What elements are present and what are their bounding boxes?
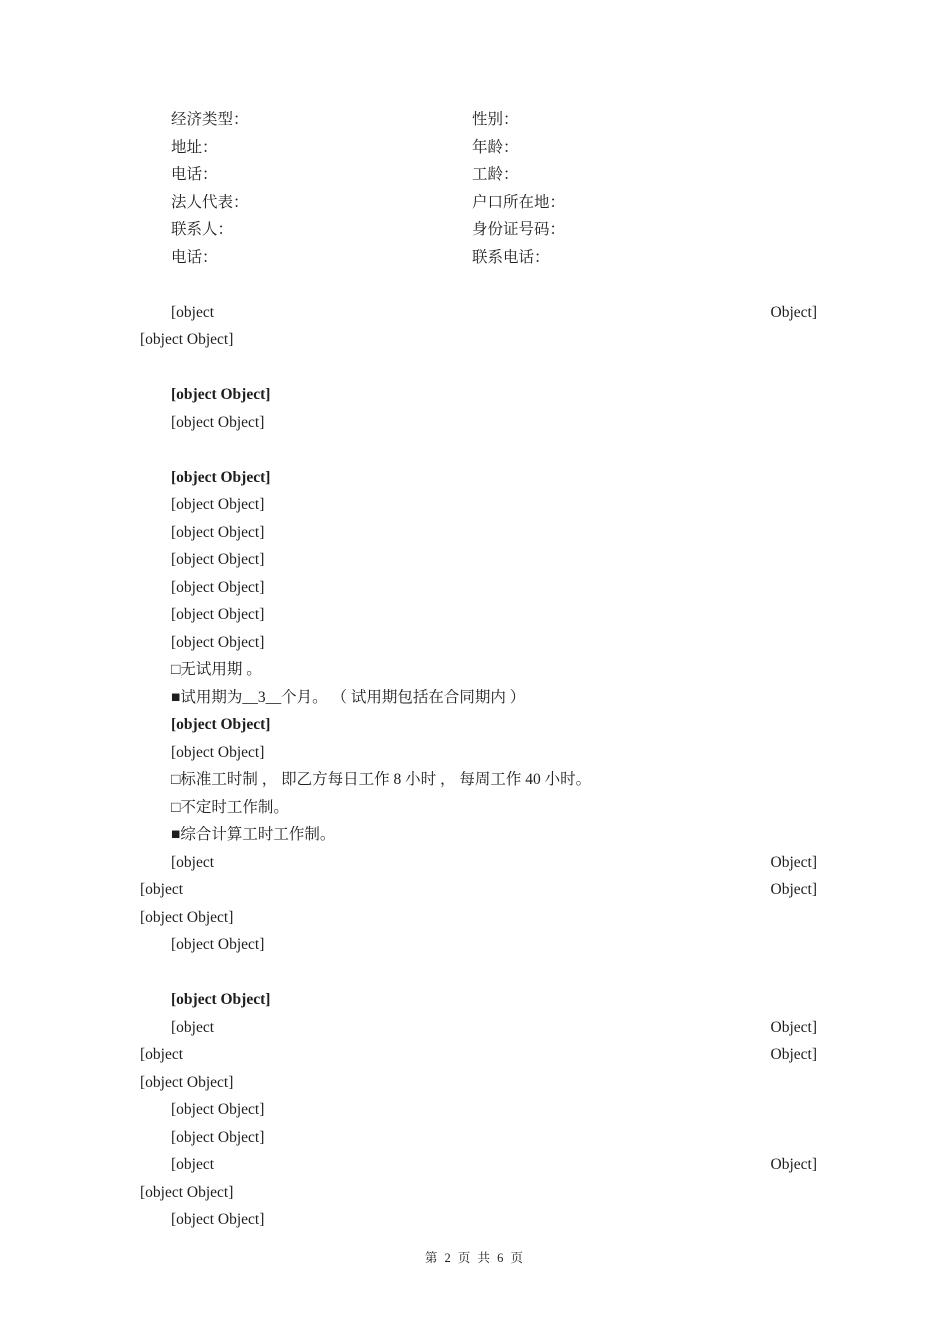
contract-line: [object Object]: [171, 853, 817, 871]
contract-line: [object Object]: [140, 1046, 817, 1063]
info-label-age: 年龄：: [472, 138, 519, 156]
checkbox-unchecked-icon: □: [171, 798, 181, 816]
spacer: [140, 271, 817, 299]
contract-line: [object Object]: [171, 743, 265, 761]
contract-line: [object Object]: [140, 1183, 234, 1201]
page-number: 第 2 页 共 6 页: [424, 1251, 526, 1265]
info-row: [171, 106, 817, 134]
info-row: [171, 134, 817, 162]
checkbox-option-label: 综合计算工时工作制。: [180, 826, 336, 843]
info-label-contact-person: 联系人：: [171, 221, 234, 238]
contract-line: [140, 821, 817, 849]
section-heading-3: [object Object]: [171, 716, 271, 733]
preamble-line: [object Object]: [171, 303, 817, 321]
info-label-household-registration: 户口所在地：: [472, 193, 566, 211]
info-label-seniority: 工龄：: [472, 166, 519, 183]
contract-line: [object Object]: [171, 1156, 817, 1173]
checkbox-checked-icon: ■: [171, 688, 181, 706]
page-footer: [0, 1248, 950, 1266]
contract-line: [object Object]: [171, 606, 265, 623]
section-heading-2: [object Object]: [171, 468, 271, 486]
info-row: [171, 216, 817, 244]
checkbox-unchecked-icon: □: [171, 771, 181, 788]
contract-line: [object Object]: [171, 1211, 265, 1228]
contract-line: [object Object]: [171, 633, 265, 651]
info-label-phone: 电话：: [171, 166, 218, 183]
contract-line: [object Object]: [171, 523, 265, 541]
contract-line: [object Object]: [171, 578, 265, 596]
contract-line: [object Object]: [171, 551, 265, 568]
contract-line: [140, 794, 817, 822]
checkbox-unchecked-icon: □: [171, 661, 181, 678]
info-label-phone2: 电话：: [171, 248, 218, 266]
spacer: [140, 436, 817, 464]
info-label-legal-representative: 法人代表：: [171, 193, 249, 211]
checkbox-option-label: 不定时工作制。: [180, 798, 289, 816]
contract-line: [object Object]: [171, 1128, 265, 1146]
checkbox-option-label: 试用期为__3__个月。 （ 试用期包括在合同期内 ）: [180, 688, 526, 706]
contract-line: [140, 684, 817, 712]
contract-line: [object Object]: [171, 1101, 265, 1118]
contract-line: [object Object]: [171, 936, 265, 953]
section-heading-1: [object Object]: [171, 386, 271, 403]
info-label-gender: 性别：: [472, 111, 519, 128]
checkbox-option-label: 标准工时制 ， 即乙方每日工作 8 小时 ， 每周工作 40 小时。: [180, 771, 592, 788]
checkbox-option-label: 无试用期 。: [180, 661, 262, 678]
spacer: [140, 959, 817, 987]
contract-line: [object Object]: [140, 1073, 234, 1091]
contract-line: [140, 766, 817, 794]
contract-line: [object Object]: [171, 496, 265, 513]
info-row: [171, 244, 817, 272]
contract-line: [object Object]: [140, 908, 234, 926]
contract-line: [object Object]: [140, 881, 817, 898]
info-label-id-number: 身份证号码：: [472, 221, 566, 238]
info-row: [171, 161, 817, 189]
info-row: [171, 189, 817, 217]
contract-line: [object Object]: [171, 413, 265, 431]
checkbox-checked-icon: ■: [171, 826, 181, 843]
party-info-section: [140, 106, 817, 271]
section-heading-4: [object Object]: [171, 991, 271, 1008]
info-label-economic-type: 经济类型：: [171, 111, 249, 128]
info-label-address: 地址：: [171, 138, 218, 156]
preamble-line: [object Object]: [140, 331, 234, 348]
spacer: [140, 354, 817, 382]
contract-line: [object Object]: [171, 1018, 817, 1036]
info-label-contact-phone: 联系电话：: [472, 248, 550, 266]
contract-line: [140, 656, 817, 684]
